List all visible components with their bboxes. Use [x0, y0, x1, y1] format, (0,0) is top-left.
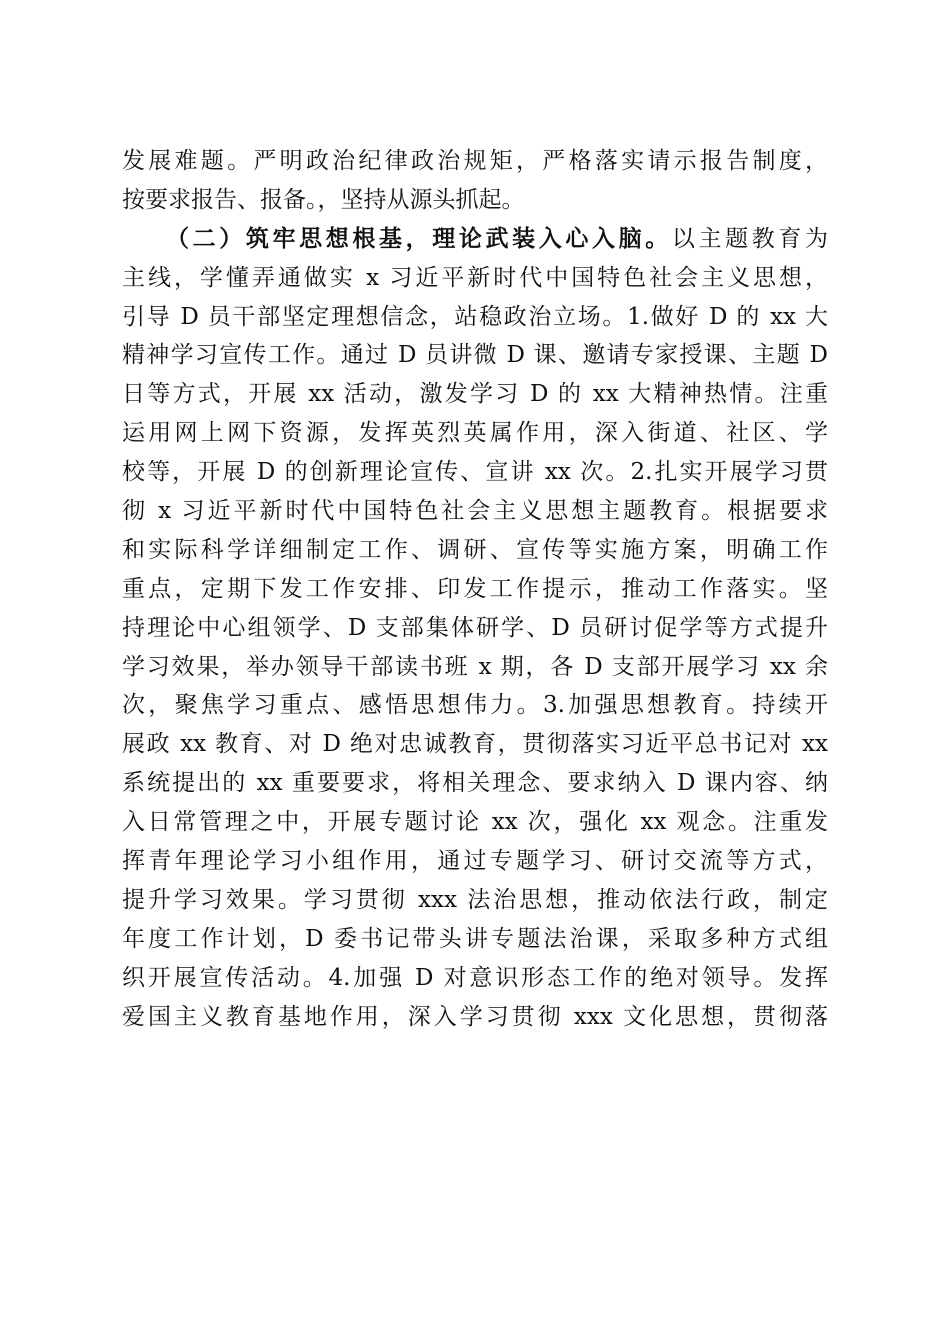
text-line: 运用网上网下资源，发挥英烈英属作用，深入街道、社区、学	[122, 420, 828, 447]
text-line: 持理论中心组领学、D 支部集体研学、D 员研讨促学等方式提升	[122, 614, 828, 641]
section-heading-line	[122, 220, 828, 259]
text-line: 爱国主义教育基地作用，深入学习贯彻 xxx 文化思想，贯彻落	[122, 1003, 828, 1030]
text-line: 次，聚焦学习重点、感悟思想伟力。3.加强思想教育。持续开	[122, 692, 828, 719]
text-line: 学习效果，举办领导干部读书班 x 期，各 D 支部开展学习 xx 余	[122, 653, 828, 680]
text-line: 织开展宣传活动。4.加强 D 对意识形态工作的绝对领导。发挥	[122, 964, 828, 991]
text-line: 展政 xx 教育、对 D 绝对忠诚教育，贯彻落实习近平总书记对 xx	[122, 731, 828, 758]
text-line: 精神学习宣传工作。通过 D 员讲微 D 课、邀请专家授课、主题 D	[122, 342, 828, 369]
text-line: 提升学习效果。学习贯彻 xxx 法治思想，推动依法行政，制定	[122, 886, 828, 913]
text-line: 校等，开展 D 的创新理论宣传、宣讲 xx 次。2.扎实开展学习贯	[122, 459, 828, 486]
text-line: 引导 D 员干部坚定理想信念，站稳政治立场。1.做好 D 的 xx 大	[122, 303, 828, 330]
text-line: 日等方式，开展 xx 活动，激发学习 D 的 xx 大精神热情。注重	[122, 381, 828, 408]
text-line: 年度工作计划，D 委书记带头讲专题法治课，采取多种方式组	[122, 925, 828, 952]
text-line: 主线，学懂弄通做实 x 习近平新时代中国特色社会主义思想，	[122, 264, 828, 291]
text-line: 按要求报告、报备。，坚持从源头抓起。	[122, 186, 525, 213]
text-line: 发展难题。严明政治纪律政治规矩，严格落实请示报告制度，	[122, 148, 828, 174]
text-line: 入日常管理之中，开展专题讨论 xx 次，强化 xx 观念。注重发	[122, 809, 828, 836]
text-line: 系统提出的 xx 重要要求，将相关理念、要求纳入 D 课内容、纳	[122, 770, 828, 797]
text-line: 重点，定期下发工作安排、印发工作提示，推动工作落实。坚	[122, 575, 828, 602]
text-line: 彻 x 习近平新时代中国特色社会主义思想主题教育。根据要求	[122, 498, 828, 525]
text-line: 和实际科学详细制定工作、调研、宣传等实施方案，明确工作	[122, 536, 828, 563]
body-text	[122, 142, 828, 1036]
text-line: 挥青年理论学习小组作用，通过专题学习、研讨交流等方式，	[122, 848, 828, 875]
section-heading: （二）筑牢思想根基，理论武装入心入脑。	[166, 224, 672, 252]
heading-line-rest: 以主题教育为	[671, 225, 828, 252]
